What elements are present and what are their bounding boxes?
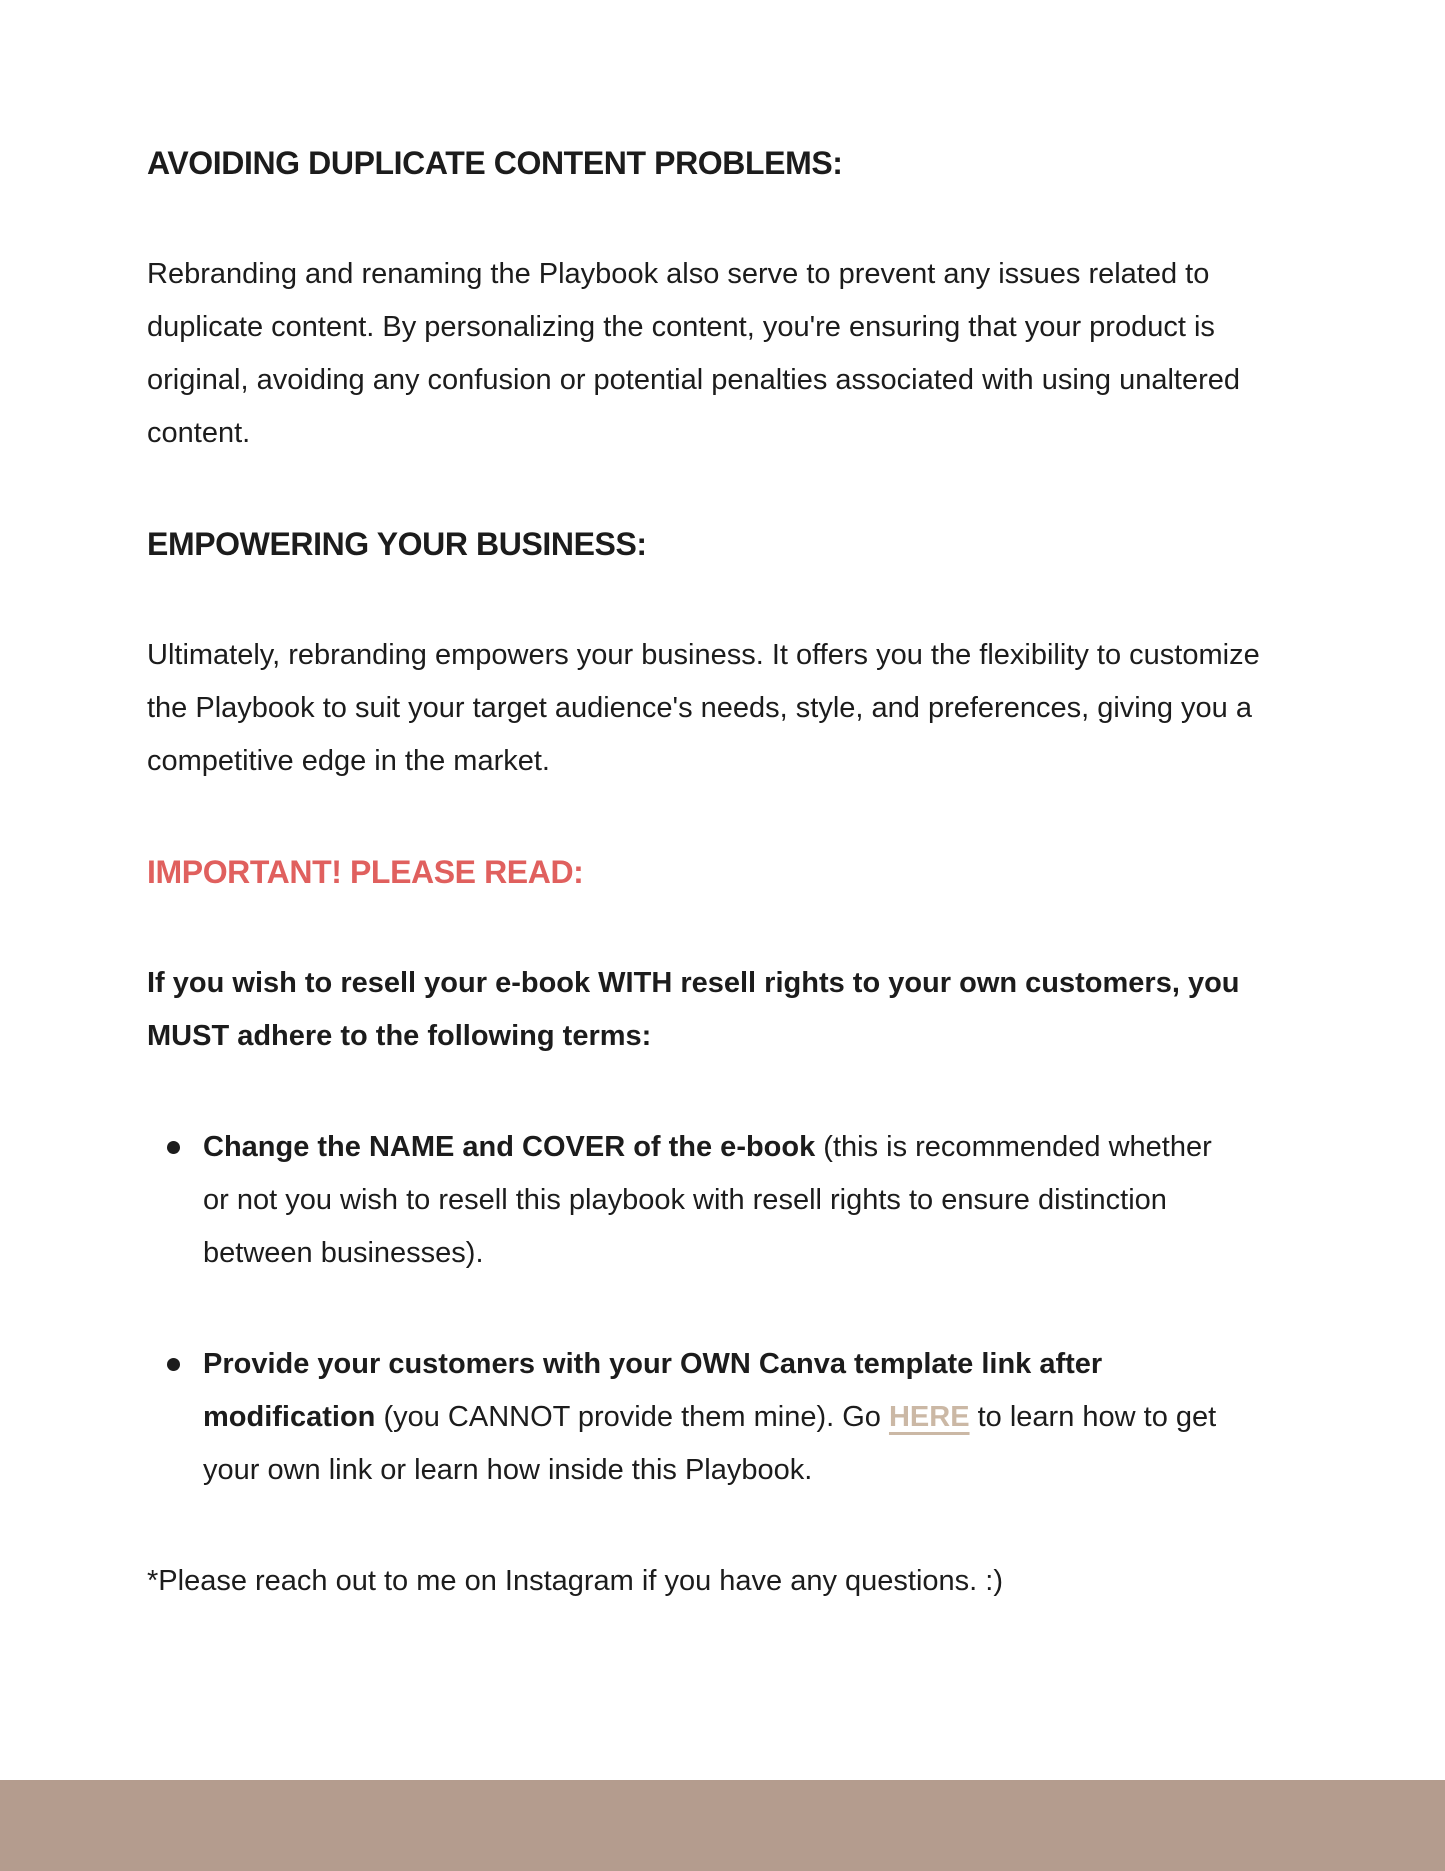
term-regular-text: to learn how to get your own link or learn how inside this Playbook.: [203, 1401, 1217, 1486]
heading-important-please-read: IMPORTANT! PLEASE READ:: [147, 854, 584, 890]
footer-bar: [0, 1780, 1445, 1871]
term-bold-text: Provide your customers with your OWN Canva template link after modification: [203, 1348, 1103, 1433]
term-regular-text: (you CANNOT provide them mine). Go: [375, 1401, 889, 1433]
terms-list: [147, 1121, 1302, 1497]
heading-avoiding-duplicate-content: AVOIDING DUPLICATE CONTENT PROBLEMS:: [147, 145, 843, 181]
heading-empowering-business: EMPOWERING YOUR BUSINESS:: [147, 526, 647, 562]
page-content: [147, 137, 1302, 1608]
here-link[interactable]: HERE: [888, 1401, 970, 1433]
footnote-instagram: *Please reach out to me on Instagram if you have any questions. :): [147, 1565, 1003, 1597]
term-bold-text: Change the NAME and COVER of the e-book: [203, 1131, 816, 1163]
bullet-icon: [167, 1358, 180, 1371]
list-item-provide-template-link: [147, 1338, 1243, 1497]
term-regular-text: (this is recommended whether or not you wish to resell this playbook with resell rights to ensure distinction between businesses).: [203, 1131, 1212, 1269]
paragraph-resell-terms-intro: If you wish to resell your e-book WITH resell rights to your own customers, you MUST adhere to the following terms:: [147, 967, 1240, 1052]
paragraph-duplicate-content: Rebranding and renaming the Playbook also serve to prevent any issues related to duplicate content. By personalizing the content, you're ensuring that your product is original, avoiding any confusion or potential penalties associated with using unaltered content.: [147, 258, 1241, 449]
list-item-change-name-cover: [147, 1121, 1243, 1280]
paragraph-empowering-business: Ultimately, rebranding empowers your business. It offers you the flexibility to customize the Playbook to suit your target audience's needs, style, and preferences, giving you a competitive edge in the market.: [147, 639, 1260, 777]
bullet-icon: [167, 1141, 180, 1154]
